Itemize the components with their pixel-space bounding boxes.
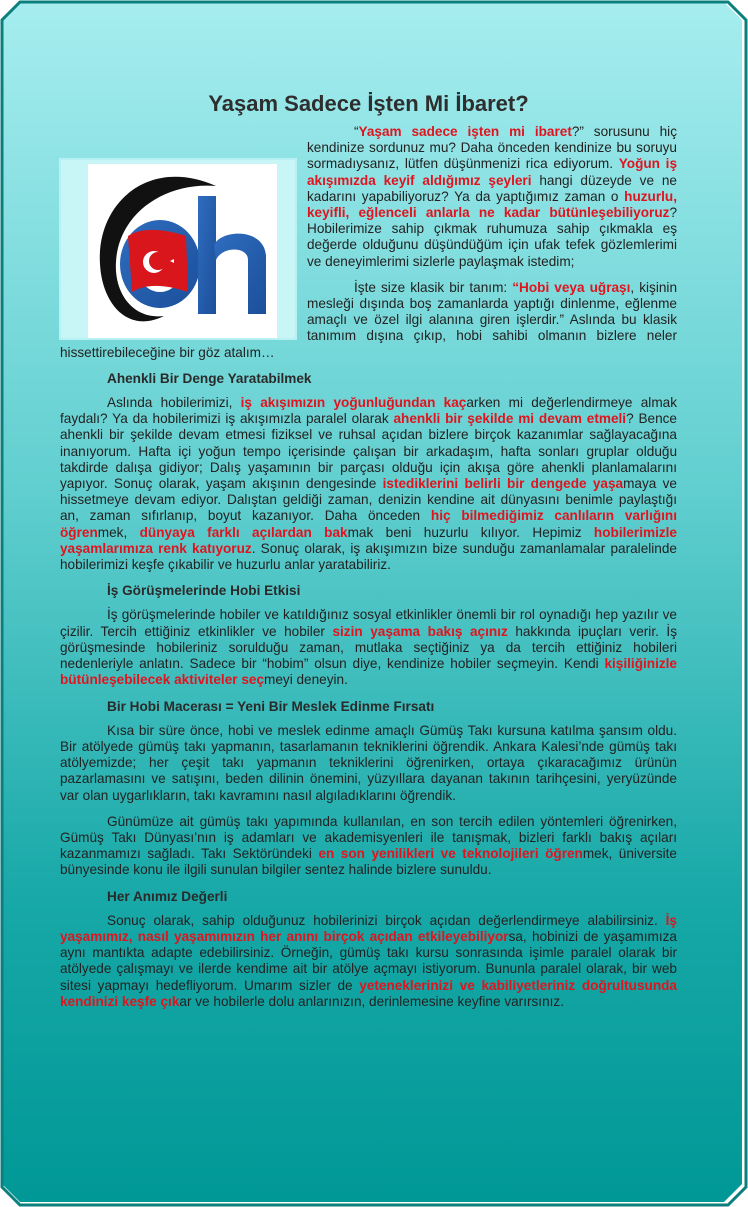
intro-highlight: huzurlu, keyifli, eğlenceli anlarla ne kadar bütünleşebiliyoruz	[307, 188, 677, 221]
paragraph-highlight: iş akışımızın yoğunluğundan kaç	[240, 395, 467, 411]
article	[60, 90, 677, 1020]
paragraph-text: meyi deneyin.	[264, 672, 348, 688]
paragraph-highlight: ahenkli bir şekilde mi devam etmeli	[393, 411, 627, 427]
intro-highlight: Yoğun iş akışımızda keyif aldığımız şeyleri	[307, 156, 678, 188]
paragraph-text: Aslında hobilerimizi,	[107, 395, 241, 411]
definition-highlight: “Hobi veya uğraşı	[512, 279, 631, 295]
paragraph-highlight: istediklerini belirli bir dengede yaşa	[382, 476, 624, 492]
paragraph-text: mak beni huzurlu kılıyor. Hepimiz	[347, 524, 594, 540]
section-heading: Bir Hobi Macerası = Yeni Bir Meslek Edinme Fırsatı	[107, 698, 435, 714]
logo-background	[88, 164, 277, 338]
paragraph-text: Kısa bir süre önce, hobi ve meslek edinme amaçlı Gümüş Takı kursuna katılma şansım oldu. Bir atölyede gümüş takı yapmanın, tasarlamanın tekniklerini öğrendik. Ankara Kalesi’nde gümüş takı atölyemizde; her çeşit takı yapmanın tekniklerini öğrenirken, ortaya çıkaracağımız ürünün pazarlamasını ve satışını, beden dilinin önemini, yüzyıllara dayanan takının tarihçesini, yeryüzünde var olan uygarlıkların, takı kavramını nasıl algıladıklarını öğrendik.	[60, 722, 677, 803]
section-heading: Her Anımız Değerli	[107, 888, 228, 904]
paragraph-text: arken mi değerlendirmeye almak faydalı? Ya da hobilerimizi iş akışımızla paralel olarak	[60, 395, 678, 427]
section-paragraph	[60, 723, 677, 804]
paragraph-highlight: İş yaşamımız, nasıl yaşamımızın her anını birçok açıdan etkileyebiliyor	[60, 912, 677, 944]
logo-frame	[59, 158, 297, 340]
intro-text: hangi düzeyde ve ne kadarını yapabiliyoruz? Ya da yaptığımız zaman o	[307, 172, 677, 204]
paragraph-text: ? Bence ahenkli bir şekilde devam etmesi fiziksel ve ruhsal açıdan bizlere birçok kazanımlar sağlayacağına inanıyorum. Hafta içi yoğun tempo içerisinde çalışan bir arkadaşım, hafta sonları gruplar olduğu takdirde dalışa gidiyor; Dalış yaşamının bir parçası olduğu için akışa göre ahenkli planlamalarını yapıyor. Sonuç olarak, yaşam akışının dengesinde	[60, 411, 677, 492]
section-paragraph	[60, 814, 677, 879]
paragraph-text: maya ve hissetmeye devam ediyor. Dalıştan geldiği zaman, denizin kendine ait dünyasını benimle paylaştığı an, zaman sıfırlanıp, boyut kazanıyor. Daha önceden	[60, 476, 677, 524]
oh-logo	[88, 164, 277, 338]
paragraph-highlight: dünyaya farklı açılardan bak	[139, 524, 348, 540]
paragraph-highlight: sizin yaşama bakış açınız	[332, 623, 508, 639]
paragraph-highlight: en son yenilikleri ve teknolojileri öğren	[318, 846, 583, 862]
paragraph-text: Günümüze ait gümüş takı yapımında kullanılan, en son tercih edilen yöntemleri öğrenirken, Gümüş Takı Dünyası’nın iş adamları ve akademisyenleri ile tanışmak, bizleri farklı bakış açıları kazanmamızı sağladı. Takı Sektöründeki	[60, 813, 677, 862]
paragraph-text: hakkında ipuçları verir. İş görüşmesinde hobileriniz sorulduğu zaman, mutlaka seçtiğiniz ya da tercih ettiğiniz hobileri nedenleriyle anlatın. Sadece bir “hobim” olsun diye, kendinize hobiler seçmeyin. Kendi	[60, 623, 677, 672]
section-heading: Ahenkli Bir Denge Yaratabilmek	[107, 370, 312, 386]
section-paragraph	[60, 395, 677, 573]
intro-highlight: Yaşam sadece işten mi ibaret	[358, 124, 572, 139]
page-title: Yaşam Sadece İşten Mi İbaret?	[208, 91, 529, 116]
section-paragraph	[60, 607, 677, 688]
paragraph-text: mek,	[97, 524, 140, 540]
paragraph-highlight: hiç bilmediğimiz canlıların varlığını öğren	[60, 508, 678, 540]
intro-text: ? Hobilerimize sahip çıkmak ruhumuza sahip çıkmakla eş değerde olduğunu düşündüğüm için ufak tefek gözlemlerimi ve deneyimlerimi sizlerle paylaşmak istedim;	[307, 205, 677, 269]
definition-text: , kişinin mesleği dışında boş zamanlarda yaptığı dinlenme, eğlenme amaçlı ve özel ilgi alanına giren işlerdir.” Aslında bu klasik tanımım dışına çıkıp, hobi sahibi olmanın bizlere neler hissettirebileceğine bir göz atalım…	[60, 279, 678, 360]
intro-text: “	[354, 124, 359, 139]
paragraph-text: mek, üniversite bünyesinde konu ile ilgili sunulan bilgiler sentez halinde bizlere sunuldu.	[60, 846, 677, 878]
section-heading: İş Görüşmelerinde Hobi Etkisi	[107, 583, 301, 599]
paragraph-highlight: kişiliğinizle bütünleşebilecek aktiviteler seç	[60, 656, 677, 688]
paragraph-text: Sonuç olarak, sahip olduğunuz hobilerinizi birçok açıdan değerlendirmeye alabilirsiniz.	[107, 912, 666, 928]
definition-text: İşte size klasik bir tanım:	[354, 279, 513, 295]
paragraph-text: ar ve hobilerle dolu anlarınızın, derinlemesine keyfine varırsınız.	[179, 993, 564, 1009]
intro-text: ?” sorusunu hiç kendinize sordunuz mu? Daha önceden kendinize bu soruyu sormadıysanız, lütfen düşünmenizi rica ediyorum.	[307, 124, 677, 172]
paragraph-highlight: hobilerimizle yaşamlarımıza renk katıyoruz	[60, 524, 677, 556]
paragraph-highlight: yeteneklerinizi ve kabiliyetleriniz doğrultusunda kendinizi keşfe çık	[60, 977, 677, 1009]
section-paragraph	[60, 913, 677, 1010]
paragraph-text: sa, hobinizi de yaşamımıza aynı mantıkta adapte edebilirsiniz. Örneğin, gümüş takı kursu sonrasında işimle paralel olarak bir atölyede çalışmayı ve ilerde kendime ait bir atölye açmayı istiyorum. Bununla paralel olarak, bir web sitesi yapmayı hedefliyorum. Umarım sizler de	[60, 928, 677, 993]
paragraph-text: İş görüşmelerinde hobiler ve katıldığınız sosyal etkinlikler önemli bir rol oynadığı hep yazılır ve çizilir. Tercih ettiğiniz etkinlikler ve hobiler	[60, 607, 677, 639]
paragraph-text: . Sonuç olarak, iş akışımızın bize sunduğu zamanlamalar paralelinde hobilerimizi keşfe çıkabilir ve huzurlu anlar yaratabiliriz.	[60, 540, 677, 573]
